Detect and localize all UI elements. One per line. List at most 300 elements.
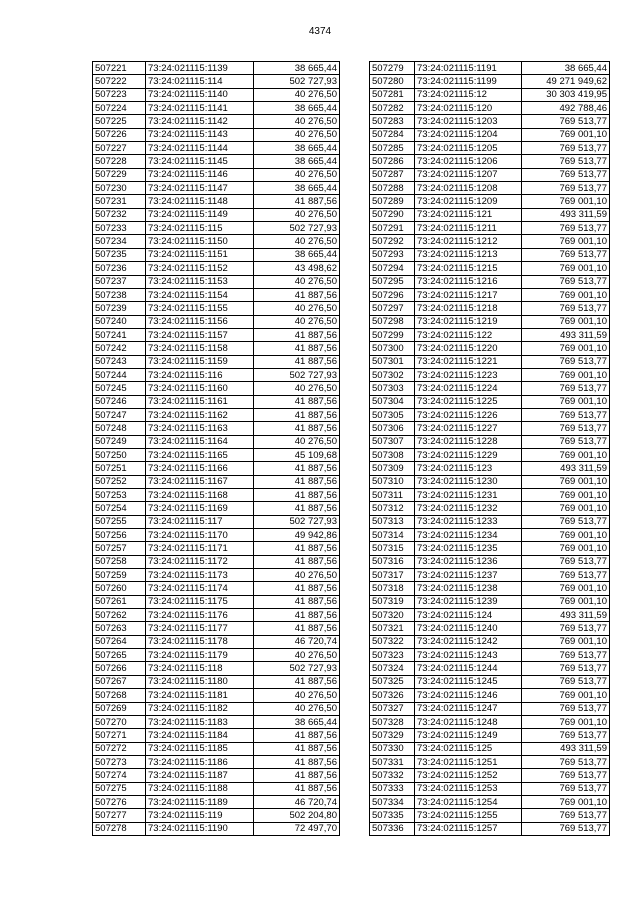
table-row <box>370 235 610 248</box>
table-row <box>93 702 340 715</box>
value-cell: 40 276,50 <box>254 168 340 181</box>
cadastral-number-cell: 73:24:021115:1179 <box>146 649 254 662</box>
row-number-cell: 507258 <box>93 555 146 568</box>
table-row <box>93 75 340 88</box>
value-cell: 72 497,70 <box>254 822 340 835</box>
row-number-cell: 507278 <box>93 822 146 835</box>
row-number-cell: 507331 <box>370 755 415 768</box>
value-cell: 40 276,50 <box>254 208 340 221</box>
row-number-cell: 507320 <box>370 609 415 622</box>
row-number-cell: 507231 <box>93 195 146 208</box>
row-number-cell: 507302 <box>370 368 415 381</box>
table-row <box>370 328 610 341</box>
row-number-cell: 507236 <box>93 262 146 275</box>
table-row <box>93 422 340 435</box>
value-cell: 41 887,56 <box>254 782 340 795</box>
table-row <box>370 195 610 208</box>
cadastral-number-cell: 73:24:021115:117 <box>146 515 254 528</box>
table-row <box>93 542 340 555</box>
row-number-cell: 507297 <box>370 302 415 315</box>
value-cell: 38 665,44 <box>254 248 340 261</box>
value-cell: 769 513,77 <box>522 782 610 795</box>
table-row <box>370 662 610 675</box>
cadastral-number-cell: 73:24:021115:1187 <box>146 769 254 782</box>
cadastral-number-cell: 73:24:021115:1151 <box>146 248 254 261</box>
cadastral-number-cell: 73:24:021115:1237 <box>415 569 522 582</box>
table-row <box>93 182 340 195</box>
cadastral-number-cell: 73:24:021115:1145 <box>146 155 254 168</box>
cadastral-number-cell: 73:24:021115:1143 <box>146 128 254 141</box>
cadastral-number-cell: 73:24:021115:1252 <box>415 769 522 782</box>
value-cell: 40 276,50 <box>254 275 340 288</box>
registry-table-left <box>92 61 340 836</box>
row-number-cell: 507301 <box>370 355 415 368</box>
cadastral-number-cell: 73:24:021115:1217 <box>415 288 522 301</box>
row-number-cell: 507290 <box>370 208 415 221</box>
cadastral-number-cell: 73:24:021115:1176 <box>146 609 254 622</box>
cadastral-number-cell: 73:24:021115:1211 <box>415 222 522 235</box>
row-number-cell: 507247 <box>93 408 146 421</box>
cadastral-number-cell: 73:24:021115:1209 <box>415 195 522 208</box>
value-cell: 769 001,10 <box>522 262 610 275</box>
value-cell: 40 276,50 <box>254 435 340 448</box>
value-cell: 769 001,10 <box>522 342 610 355</box>
value-cell: 41 887,56 <box>254 542 340 555</box>
value-cell: 769 513,77 <box>522 168 610 181</box>
row-number-cell: 507223 <box>93 88 146 101</box>
table-row <box>370 182 610 195</box>
cadastral-number-cell: 73:24:021115:1249 <box>415 729 522 742</box>
value-cell: 41 887,56 <box>254 422 340 435</box>
row-number-cell: 507262 <box>93 609 146 622</box>
table-row <box>93 302 340 315</box>
table-row <box>93 435 340 448</box>
cadastral-number-cell: 73:24:021115:1184 <box>146 729 254 742</box>
row-number-cell: 507312 <box>370 502 415 515</box>
table-row <box>370 715 610 728</box>
value-cell: 769 513,77 <box>522 155 610 168</box>
table-row <box>370 448 610 461</box>
cadastral-number-cell: 73:24:021115:1229 <box>415 448 522 461</box>
table-row <box>93 62 340 75</box>
table-row <box>370 395 610 408</box>
table-row <box>370 569 610 582</box>
cadastral-number-cell: 73:24:021115:1150 <box>146 235 254 248</box>
value-cell: 40 276,50 <box>254 702 340 715</box>
table-row <box>370 529 610 542</box>
value-cell: 769 001,10 <box>522 635 610 648</box>
table-row <box>93 675 340 688</box>
cadastral-number-cell: 73:24:021115:121 <box>415 208 522 221</box>
value-cell: 41 887,56 <box>254 408 340 421</box>
row-number-cell: 507227 <box>93 142 146 155</box>
value-cell: 769 001,10 <box>522 502 610 515</box>
value-cell: 40 276,50 <box>254 302 340 315</box>
table-row <box>93 489 340 502</box>
row-number-cell: 507335 <box>370 809 415 822</box>
row-number-cell: 507334 <box>370 795 415 808</box>
value-cell: 502 727,93 <box>254 662 340 675</box>
value-cell: 41 887,56 <box>254 742 340 755</box>
table-row <box>370 435 610 448</box>
value-cell: 38 665,44 <box>254 142 340 155</box>
row-number-cell: 507274 <box>93 769 146 782</box>
cadastral-number-cell: 73:24:021115:1231 <box>415 489 522 502</box>
table-row <box>93 342 340 355</box>
row-number-cell: 507235 <box>93 248 146 261</box>
table-row <box>93 462 340 475</box>
value-cell: 49 942,86 <box>254 529 340 542</box>
cadastral-number-cell: 73:24:021115:1164 <box>146 435 254 448</box>
row-number-cell: 507295 <box>370 275 415 288</box>
cadastral-number-cell: 73:24:021115:1140 <box>146 88 254 101</box>
table-row <box>93 729 340 742</box>
cadastral-number-cell: 73:24:021115:1219 <box>415 315 522 328</box>
row-number-cell: 507277 <box>93 809 146 822</box>
cadastral-number-cell: 73:24:021115:1162 <box>146 408 254 421</box>
value-cell: 41 887,56 <box>254 328 340 341</box>
cadastral-number-cell: 73:24:021115:115 <box>146 222 254 235</box>
value-cell: 41 887,56 <box>254 288 340 301</box>
value-cell: 769 513,77 <box>522 755 610 768</box>
row-number-cell: 507327 <box>370 702 415 715</box>
row-number-cell: 507245 <box>93 382 146 395</box>
value-cell: 45 109,68 <box>254 448 340 461</box>
table-row <box>370 262 610 275</box>
value-cell: 769 513,77 <box>522 662 610 675</box>
value-cell: 38 665,44 <box>522 62 610 75</box>
cadastral-number-cell: 73:24:021115:1232 <box>415 502 522 515</box>
table-row <box>93 288 340 301</box>
row-number-cell: 507230 <box>93 182 146 195</box>
row-number-cell: 507322 <box>370 635 415 648</box>
row-number-cell: 507316 <box>370 555 415 568</box>
table-row <box>370 489 610 502</box>
cadastral-number-cell: 73:24:021115:1226 <box>415 408 522 421</box>
value-cell: 41 887,56 <box>254 595 340 608</box>
table-row <box>93 88 340 101</box>
value-cell: 769 513,77 <box>522 675 610 688</box>
value-cell: 46 720,74 <box>254 635 340 648</box>
value-cell: 41 887,56 <box>254 769 340 782</box>
table-row <box>370 142 610 155</box>
table-row <box>93 195 340 208</box>
cadastral-number-cell: 73:24:021115:1183 <box>146 715 254 728</box>
row-number-cell: 507285 <box>370 142 415 155</box>
cadastral-number-cell: 73:24:021115:1243 <box>415 649 522 662</box>
value-cell: 493 311,59 <box>522 742 610 755</box>
cadastral-number-cell: 73:24:021115:1212 <box>415 235 522 248</box>
cadastral-number-cell: 73:24:021115:1257 <box>415 822 522 835</box>
row-number-cell: 507304 <box>370 395 415 408</box>
row-number-cell: 507318 <box>370 582 415 595</box>
table-row <box>370 115 610 128</box>
value-cell: 40 276,50 <box>254 128 340 141</box>
table-row <box>370 809 610 822</box>
value-cell: 41 887,56 <box>254 675 340 688</box>
table-row <box>93 622 340 635</box>
table-row <box>370 729 610 742</box>
row-number-cell: 507315 <box>370 542 415 555</box>
cadastral-number-cell: 73:24:021115:1242 <box>415 635 522 648</box>
row-number-cell: 507286 <box>370 155 415 168</box>
cadastral-number-cell: 73:24:021115:1158 <box>146 342 254 355</box>
row-number-cell: 507255 <box>93 515 146 528</box>
row-number-cell: 507232 <box>93 208 146 221</box>
cadastral-number-cell: 73:24:021115:1142 <box>146 115 254 128</box>
row-number-cell: 507282 <box>370 102 415 115</box>
table-row <box>370 355 610 368</box>
row-number-cell: 507261 <box>93 595 146 608</box>
cadastral-number-cell: 73:24:021115:12 <box>415 88 522 101</box>
row-number-cell: 507296 <box>370 288 415 301</box>
cadastral-number-cell: 73:24:021115:1190 <box>146 822 254 835</box>
value-cell: 30 303 419,95 <box>522 88 610 101</box>
row-number-cell: 507332 <box>370 769 415 782</box>
table-row <box>370 208 610 221</box>
cadastral-number-cell: 73:24:021115:1199 <box>415 75 522 88</box>
cadastral-number-cell: 73:24:021115:1236 <box>415 555 522 568</box>
cadastral-number-cell: 73:24:021115:1154 <box>146 288 254 301</box>
cadastral-number-cell: 73:24:021115:1174 <box>146 582 254 595</box>
table-row <box>93 128 340 141</box>
value-cell: 41 887,56 <box>254 395 340 408</box>
table-row <box>93 755 340 768</box>
value-cell: 769 513,77 <box>522 515 610 528</box>
row-number-cell: 507263 <box>93 622 146 635</box>
row-number-cell: 507225 <box>93 115 146 128</box>
value-cell: 40 276,50 <box>254 382 340 395</box>
value-cell: 769 001,10 <box>522 235 610 248</box>
row-number-cell: 507244 <box>93 368 146 381</box>
table-row <box>93 502 340 515</box>
table-row <box>370 649 610 662</box>
cadastral-number-cell: 73:24:021115:1175 <box>146 595 254 608</box>
row-number-cell: 507251 <box>93 462 146 475</box>
row-number-cell: 507328 <box>370 715 415 728</box>
value-cell: 769 513,77 <box>522 435 610 448</box>
row-number-cell: 507308 <box>370 448 415 461</box>
row-number-cell: 507329 <box>370 729 415 742</box>
cadastral-number-cell: 73:24:021115:1233 <box>415 515 522 528</box>
value-cell: 38 665,44 <box>254 182 340 195</box>
value-cell: 769 513,77 <box>522 248 610 261</box>
cadastral-number-cell: 73:24:021115:1173 <box>146 569 254 582</box>
table-row <box>370 782 610 795</box>
row-number-cell: 507242 <box>93 342 146 355</box>
row-number-cell: 507257 <box>93 542 146 555</box>
cadastral-number-cell: 73:24:021115:1168 <box>146 489 254 502</box>
cadastral-number-cell: 73:24:021115:1228 <box>415 435 522 448</box>
cadastral-number-cell: 73:24:021115:1149 <box>146 208 254 221</box>
table-row <box>93 769 340 782</box>
row-number-cell: 507298 <box>370 315 415 328</box>
value-cell: 769 001,10 <box>522 489 610 502</box>
row-number-cell: 507314 <box>370 529 415 542</box>
row-number-cell: 507239 <box>93 302 146 315</box>
row-number-cell: 507319 <box>370 595 415 608</box>
row-number-cell: 507284 <box>370 128 415 141</box>
row-number-cell: 507288 <box>370 182 415 195</box>
cadastral-number-cell: 73:24:021115:1166 <box>146 462 254 475</box>
row-number-cell: 507279 <box>370 62 415 75</box>
table-row <box>93 569 340 582</box>
cadastral-number-cell: 73:24:021115:1161 <box>146 395 254 408</box>
row-number-cell: 507221 <box>93 62 146 75</box>
cadastral-number-cell: 73:24:021115:119 <box>146 809 254 822</box>
table-row <box>93 395 340 408</box>
cadastral-number-cell: 73:24:021115:1160 <box>146 382 254 395</box>
cadastral-number-cell: 73:24:021115:1171 <box>146 542 254 555</box>
table-row <box>93 475 340 488</box>
value-cell: 41 887,56 <box>254 755 340 768</box>
value-cell: 769 513,77 <box>522 569 610 582</box>
table-row <box>370 542 610 555</box>
table-row <box>93 555 340 568</box>
table-row <box>93 408 340 421</box>
row-number-cell: 507254 <box>93 502 146 515</box>
table-row <box>93 448 340 461</box>
cadastral-number-cell: 73:24:021115:1153 <box>146 275 254 288</box>
value-cell: 41 887,56 <box>254 355 340 368</box>
table-row <box>93 315 340 328</box>
table-row <box>93 355 340 368</box>
table-row <box>370 635 610 648</box>
table-row <box>370 102 610 115</box>
value-cell: 769 513,77 <box>522 142 610 155</box>
value-cell: 769 513,77 <box>522 382 610 395</box>
cadastral-number-cell: 73:24:021115:1163 <box>146 422 254 435</box>
cadastral-number-cell: 73:24:021115:1221 <box>415 355 522 368</box>
cadastral-number-cell: 73:24:021115:118 <box>146 662 254 675</box>
cadastral-number-cell: 73:24:021115:1165 <box>146 448 254 461</box>
row-number-cell: 507292 <box>370 235 415 248</box>
value-cell: 769 513,77 <box>522 809 610 822</box>
value-cell: 769 001,10 <box>522 288 610 301</box>
value-cell: 769 513,77 <box>522 422 610 435</box>
table-row <box>370 622 610 635</box>
table-row <box>93 595 340 608</box>
table-row <box>370 769 610 782</box>
table-row <box>370 582 610 595</box>
row-number-cell: 507325 <box>370 675 415 688</box>
row-number-cell: 507326 <box>370 689 415 702</box>
table-row <box>93 382 340 395</box>
row-number-cell: 507264 <box>93 635 146 648</box>
value-cell: 46 720,74 <box>254 795 340 808</box>
cadastral-number-cell: 73:24:021115:1218 <box>415 302 522 315</box>
cadastral-number-cell: 73:24:021115:1152 <box>146 262 254 275</box>
cadastral-number-cell: 73:24:021115:1239 <box>415 595 522 608</box>
table-row <box>93 248 340 261</box>
cadastral-number-cell: 73:24:021115:1139 <box>146 62 254 75</box>
cadastral-number-cell: 73:24:021115:1205 <box>415 142 522 155</box>
registry-table-right <box>369 61 610 836</box>
row-number-cell: 507333 <box>370 782 415 795</box>
cadastral-number-cell: 73:24:021115:1169 <box>146 502 254 515</box>
cadastral-number-cell: 73:24:021115:1245 <box>415 675 522 688</box>
value-cell: 40 276,50 <box>254 649 340 662</box>
row-number-cell: 507299 <box>370 328 415 341</box>
table-row <box>370 128 610 141</box>
cadastral-number-cell: 73:24:021115:1251 <box>415 755 522 768</box>
row-number-cell: 507241 <box>93 328 146 341</box>
cadastral-number-cell: 73:24:021115:120 <box>415 102 522 115</box>
row-number-cell: 507310 <box>370 475 415 488</box>
table-row <box>370 795 610 808</box>
row-number-cell: 507289 <box>370 195 415 208</box>
value-cell: 769 001,10 <box>522 195 610 208</box>
value-cell: 40 276,50 <box>254 115 340 128</box>
table-row <box>93 142 340 155</box>
table-row <box>370 382 610 395</box>
row-number-cell: 507252 <box>93 475 146 488</box>
value-cell: 41 887,56 <box>254 462 340 475</box>
row-number-cell: 507250 <box>93 448 146 461</box>
cadastral-number-cell: 73:24:021115:1215 <box>415 262 522 275</box>
value-cell: 769 513,77 <box>522 222 610 235</box>
cadastral-number-cell: 73:24:021115:1255 <box>415 809 522 822</box>
table-row <box>370 302 610 315</box>
cadastral-number-cell: 73:24:021115:1185 <box>146 742 254 755</box>
value-cell: 769 513,77 <box>522 822 610 835</box>
row-number-cell: 507283 <box>370 115 415 128</box>
cadastral-number-cell: 73:24:021115:114 <box>146 75 254 88</box>
value-cell: 38 665,44 <box>254 102 340 115</box>
table-row <box>93 662 340 675</box>
row-number-cell: 507249 <box>93 435 146 448</box>
cadastral-number-cell: 73:24:021115:1206 <box>415 155 522 168</box>
table-row <box>93 715 340 728</box>
row-number-cell: 507280 <box>370 75 415 88</box>
table-row <box>93 222 340 235</box>
row-number-cell: 507265 <box>93 649 146 662</box>
value-cell: 769 513,77 <box>522 275 610 288</box>
value-cell: 493 311,59 <box>522 462 610 475</box>
value-cell: 769 513,77 <box>522 182 610 195</box>
table-row <box>93 742 340 755</box>
value-cell: 502 727,93 <box>254 222 340 235</box>
cadastral-number-cell: 73:24:021115:1220 <box>415 342 522 355</box>
cadastral-number-cell: 73:24:021115:1155 <box>146 302 254 315</box>
table-row <box>370 475 610 488</box>
cadastral-number-cell: 73:24:021115:124 <box>415 609 522 622</box>
row-number-cell: 507294 <box>370 262 415 275</box>
value-cell: 40 276,50 <box>254 235 340 248</box>
table-row <box>370 342 610 355</box>
table-row <box>93 262 340 275</box>
cadastral-number-cell: 73:24:021115:1254 <box>415 795 522 808</box>
table-row <box>370 675 610 688</box>
cadastral-number-cell: 73:24:021115:1146 <box>146 168 254 181</box>
value-cell: 40 276,50 <box>254 88 340 101</box>
table-row <box>93 168 340 181</box>
value-cell: 769 001,10 <box>522 315 610 328</box>
table-row <box>370 275 610 288</box>
cadastral-number-cell: 73:24:021115:1172 <box>146 555 254 568</box>
value-cell: 769 513,77 <box>522 702 610 715</box>
row-number-cell: 507253 <box>93 489 146 502</box>
table-row <box>370 408 610 421</box>
value-cell: 493 311,59 <box>522 609 610 622</box>
table-row <box>370 755 610 768</box>
table-row <box>370 689 610 702</box>
value-cell: 769 513,77 <box>522 729 610 742</box>
cadastral-number-cell: 73:24:021115:1188 <box>146 782 254 795</box>
value-cell: 41 887,56 <box>254 502 340 515</box>
cadastral-number-cell: 73:24:021115:1144 <box>146 142 254 155</box>
table-row <box>93 689 340 702</box>
